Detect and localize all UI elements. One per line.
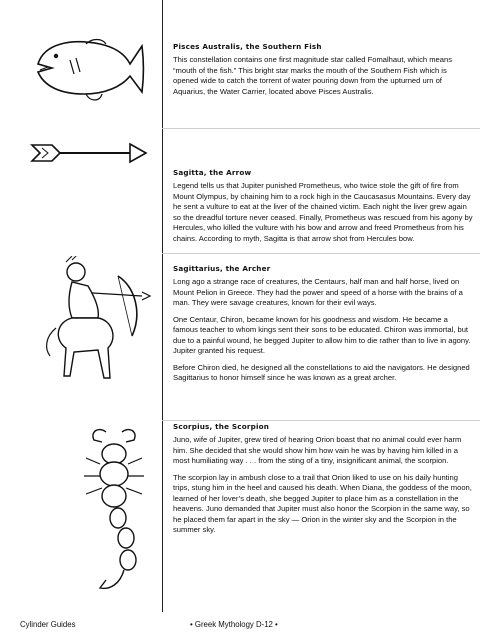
section-paragraph: One Centaur, Chiron, became known for his goodness and wisdom. He became a famous teacher to whom kings sent their sons to be educated. Chiron was immortal, but due to a painful wound, he begged Jupiter to allow him to die rather than to live in agony. Jupiter granted his request. bbox=[173, 314, 471, 355]
section-archer bbox=[173, 264, 473, 390]
arrow-illustration bbox=[30, 138, 150, 168]
section-title: Sagitta, the Arrow bbox=[173, 168, 252, 177]
section-paragraph: This constellation contains one first magnitude star called Fomalhaut, which means “mouth of the fish.” This bright star marks the mouth of the Southern Fish which is opened wide to catch the torrent of water pouring down from the upturned urn of Aquarius, the Water Carrier, located above Pisces Australis. bbox=[173, 55, 452, 96]
southern-fish-illustration bbox=[30, 34, 148, 106]
section-divider bbox=[162, 128, 480, 129]
section-divider bbox=[162, 253, 480, 254]
section-arrow bbox=[173, 168, 473, 250]
section-divider bbox=[162, 420, 480, 421]
section-southern-fish bbox=[173, 42, 473, 103]
scorpion-illustration bbox=[62, 424, 162, 604]
section-paragraph: Long ago a strange race of creatures, the Centaurs, half man and half horse, lived on Mount Pelion in Greece. They had the power and speed of a horse with the brains of a man. They were savage creatures, known for their evil ways. bbox=[173, 277, 463, 307]
section-title: Pisces Australis, the Southern Fish bbox=[173, 42, 322, 51]
margin-rule bbox=[162, 0, 163, 612]
footer-center: • Greek Mythology D-12 • bbox=[190, 620, 278, 629]
section-title: Scorpius, the Scorpion bbox=[173, 422, 270, 431]
section-paragraph: Legend tells us that Jupiter punished Prometheus, who twice stole the gift of fire from Mount Olympus, by chaining him to a rock high in the Caucasasus Mountains. Every day he sent a vulture to eat at the liver of the chained victim. Each night the liver grew again so the dreadful torture never ceased. Finally, Prometheus was rescued from his agony by Hercules, who killed the vulture with his bow and arrow and freed Prometheus from his chains. According to myth, Sagitta is that arrow shot from Hercules bow. bbox=[173, 181, 473, 243]
footer-left: Cylinder Guides bbox=[20, 620, 76, 629]
archer-illustration bbox=[38, 256, 158, 386]
section-paragraph: The scorpion lay in ambush close to a trail that Orion liked to use on his daily hunting trips, stung him in the heel and caused his death. When Diana, the goddess of the moon, learned of her lover’s death, she begged Jupiter to place him as a constellation in the heavens. Juno demanded that Jupiter must also honor the Scorpion in the same way, so he placed them far apart in the sky — Orion in the winter sky and the Scorpion in the summer sky. bbox=[173, 472, 472, 534]
section-scorpion bbox=[173, 422, 473, 542]
section-paragraph: Juno, wife of Jupiter, grew tired of hearing Orion boast that no animal could ever harm him. She decided that she would show him how vain he was by having him killed in a most humiliating way . . . from the sting of a tiny, insignificant animal, the scorpion. bbox=[173, 435, 462, 465]
section-paragraph: Before Chiron died, he designed all the constellations to aid the navigators. He designed Sagittarius to honor himself since he was known as a great archer. bbox=[173, 362, 470, 382]
section-title: Sagittarius, the Archer bbox=[173, 264, 271, 273]
